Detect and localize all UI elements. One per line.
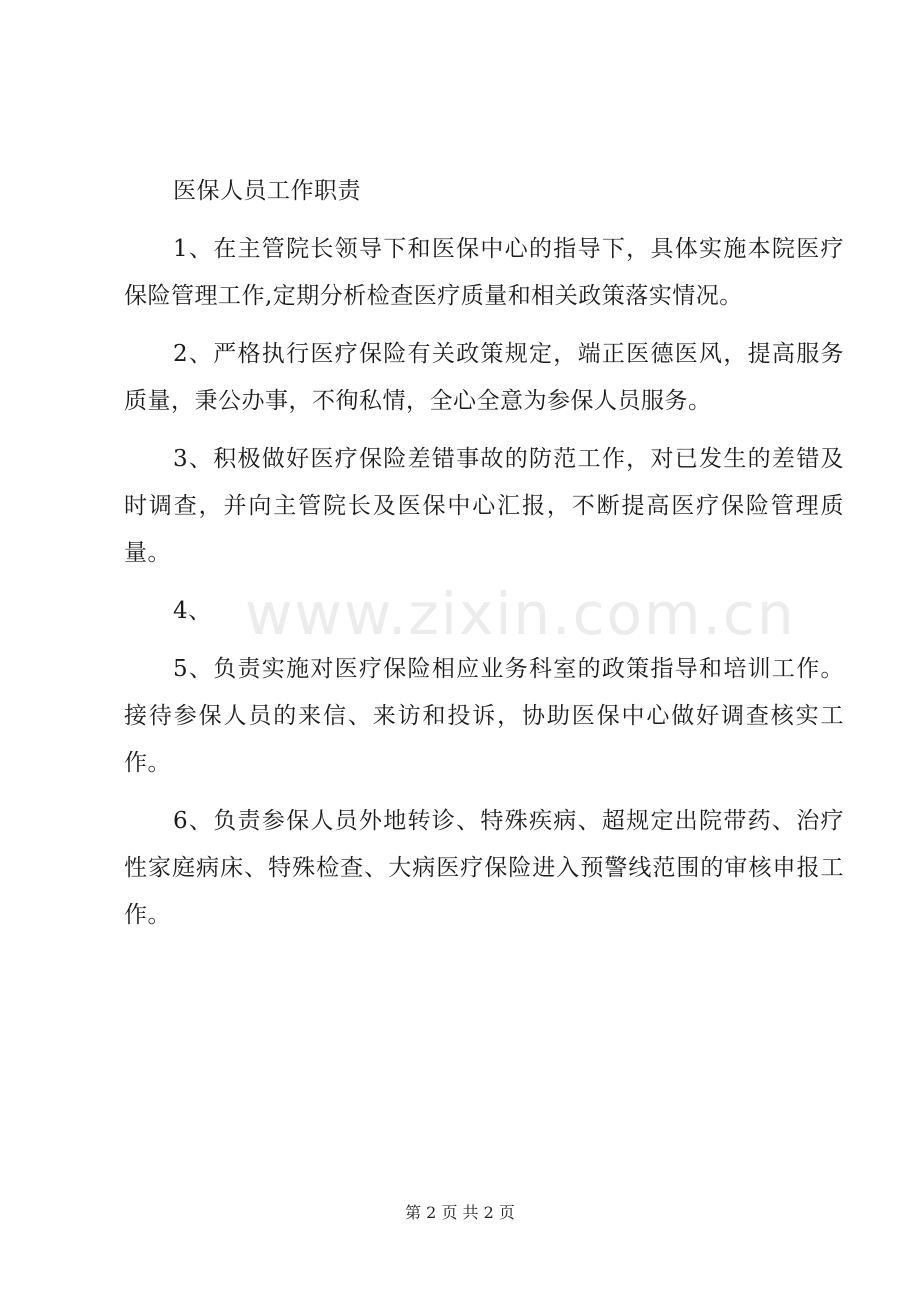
document-body <box>124 168 844 950</box>
paragraph-1: 1、在主管院长领导下和医保中心的指导下，具体实施本院医疗保险管理工作,定期分析检查医疗质量和相关政策落实情况。 <box>124 236 844 309</box>
document-title: 医保人员工作职责 <box>173 178 361 204</box>
paragraph-5: 5、负责实施对医疗保险相应业务科室的政策指导和培训工作。接待参保人员的来信、来访和投诉，协助医保中心做好调查核实工作。 <box>124 656 844 776</box>
paragraph-4: 4、 <box>173 598 212 624</box>
paragraph-3: 3、积极做好医疗保险差错事故的防范工作，对已发生的差错及时调查，并向主管院长及医保中心汇报，不断提高医疗保险管理质量。 <box>124 446 844 566</box>
paragraph-2: 2、严格执行医疗保险有关政策规定，端正医德医风，提高服务质量，秉公办事，不徇私情，全心全意为参保人员服务。 <box>124 341 844 414</box>
paragraph-6: 6、负责参保人员外地转诊、特殊疾病、超规定出院带药、治疗性家庭病床、特殊检查、大病医疗保险进入预警线范围的审核申报工作。 <box>124 808 844 928</box>
watermark: www.zixin.com.cn <box>245 580 796 648</box>
page-footer: 第 2 页 共 2 页 <box>405 1203 515 1222</box>
